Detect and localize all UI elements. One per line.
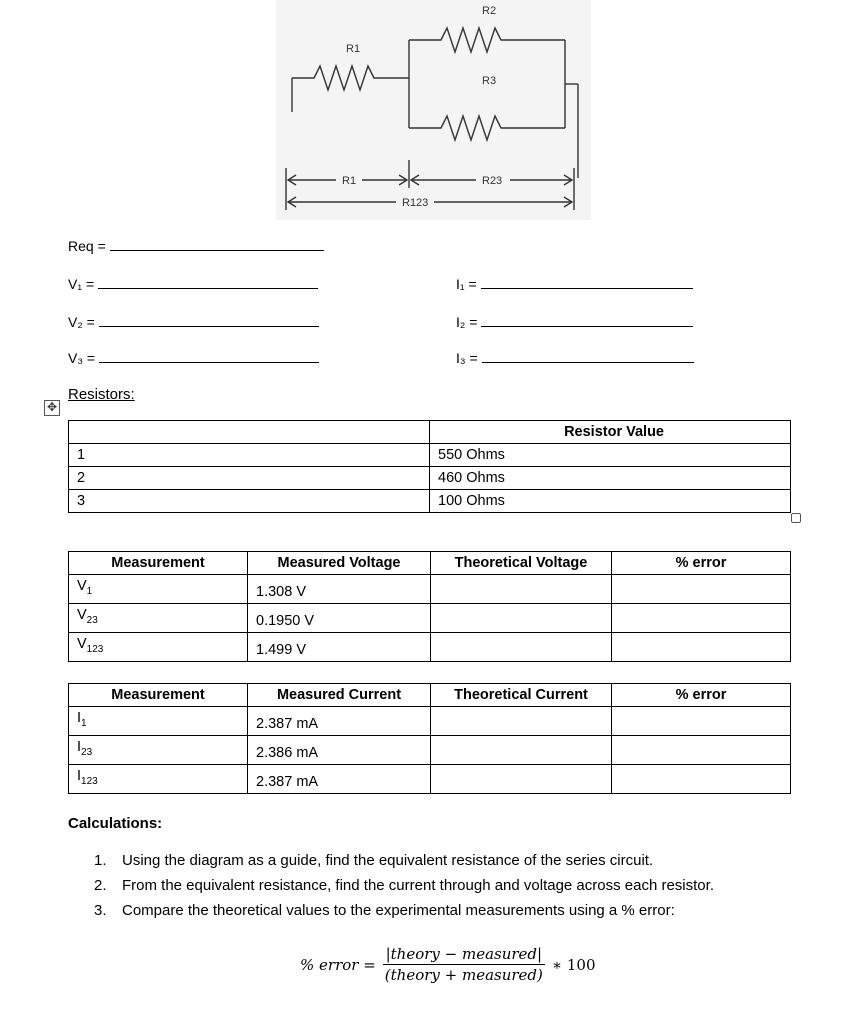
voltage-measurement-label: $V_{23}$	[69, 603, 248, 632]
v2-label: V₂ =	[68, 314, 95, 330]
r2-label: R2	[482, 5, 497, 17]
resistors-title: Resistors:	[68, 386, 135, 403]
r1-label: R1	[346, 43, 361, 55]
current-error-value[interactable]	[612, 764, 791, 793]
voltage-theoretical-value[interactable]	[431, 575, 612, 604]
voltage-header-measured: Measured Voltage	[248, 552, 431, 575]
percent-error-formula	[300, 945, 595, 984]
voltage-measured-value: 0.1950 V	[248, 603, 431, 632]
formula-lhs: % error =	[300, 955, 376, 974]
v3-blank[interactable]	[99, 350, 319, 363]
r2-resistor	[409, 28, 565, 52]
i2-field[interactable]	[456, 314, 693, 330]
voltage-theoretical-value[interactable]	[431, 603, 612, 632]
resistor-number: 3	[69, 490, 430, 513]
resistor-number: 1	[69, 444, 430, 467]
req-label: Req =	[68, 238, 106, 254]
voltage-measured-value: 1.308 V	[248, 575, 431, 604]
v1-blank[interactable]	[98, 276, 318, 289]
table-row	[69, 444, 791, 467]
voltage-error-value[interactable]	[612, 632, 791, 661]
calculations-title: Calculations:	[68, 815, 163, 832]
table-row	[69, 764, 791, 793]
list-item-number: 1.	[94, 852, 107, 869]
resistor-value: 100 Ohms	[430, 490, 791, 513]
current-measured-value: 2.387 mA	[248, 764, 431, 793]
current-theoretical-value[interactable]	[431, 707, 612, 736]
formula-denominator: (theory + measured)	[384, 966, 543, 984]
current-measurement-label: $I_{23}$	[69, 735, 248, 764]
list-item	[94, 848, 774, 873]
current-error-value[interactable]	[612, 735, 791, 764]
formula-fraction	[382, 945, 546, 984]
circuit-diagram	[276, 0, 591, 220]
voltage-error-value[interactable]	[612, 575, 791, 604]
r1-span-label: R1	[342, 175, 357, 187]
list-item	[94, 873, 774, 898]
voltage-header-theoretical: Theoretical Voltage	[431, 552, 612, 575]
resistor-value: 550 Ohms	[430, 444, 791, 467]
i1-label: I₁ =	[456, 276, 477, 292]
i2-blank[interactable]	[481, 314, 693, 327]
voltage-measurement-label: $V_1$	[69, 575, 248, 604]
r123-span-label: R123	[402, 197, 429, 209]
current-measured-value: 2.386 mA	[248, 735, 431, 764]
current-table	[68, 683, 791, 794]
v2-blank[interactable]	[99, 314, 319, 327]
table-row	[69, 603, 791, 632]
table-row	[69, 632, 791, 661]
i3-label: I₃ =	[456, 350, 478, 366]
current-header-error: % error	[612, 684, 791, 707]
resistor-value-header: Resistor Value	[430, 421, 791, 444]
calculations-list	[94, 848, 774, 923]
v2-field[interactable]	[68, 314, 319, 330]
current-header-measurement: Measurement	[69, 684, 248, 707]
i1-blank[interactable]	[481, 276, 693, 289]
table-row	[69, 575, 791, 604]
r23-span-label: R23	[482, 175, 503, 187]
voltage-header-measurement: Measurement	[69, 552, 248, 575]
v1-label: V₁ =	[68, 276, 95, 292]
req-blank[interactable]	[110, 238, 324, 251]
current-theoretical-value[interactable]	[431, 735, 612, 764]
table-row	[69, 467, 791, 490]
voltage-measured-value: 1.499 V	[248, 632, 431, 661]
list-item-number: 2.	[94, 877, 107, 894]
table-row	[69, 684, 791, 707]
i3-field[interactable]	[456, 350, 694, 366]
table-move-handle-icon[interactable]: ✥	[44, 400, 60, 416]
table-row	[69, 707, 791, 736]
table-row	[69, 735, 791, 764]
voltage-header-error: % error	[612, 552, 791, 575]
list-item-text: Using the diagram as a guide, find the equivalent resistance of the series circuit.	[122, 852, 654, 869]
resistors-header-blank	[69, 421, 430, 444]
v1-field[interactable]	[68, 276, 318, 292]
list-item-text: From the equivalent resistance, find the current through and voltage across each resistor.	[122, 877, 714, 894]
formula-numerator: |theory − measured|	[383, 945, 546, 965]
table-row	[69, 552, 791, 575]
formula-multiplier: ∗ 100	[551, 955, 596, 974]
table-row	[69, 490, 791, 513]
table-row	[69, 421, 791, 444]
current-header-measured: Measured Current	[248, 684, 431, 707]
table-resize-handle[interactable]	[791, 513, 801, 523]
list-item-number: 3.	[94, 902, 107, 919]
current-measurement-label: $I_1$	[69, 707, 248, 736]
voltage-measurement-label: $V_{123}$	[69, 632, 248, 661]
r3-resistor	[409, 116, 565, 140]
req-field[interactable]	[68, 238, 324, 254]
resistor-value: 460 Ohms	[430, 467, 791, 490]
current-measurement-label: $I_{123}$	[69, 764, 248, 793]
i3-blank[interactable]	[482, 350, 694, 363]
current-header-theoretical: Theoretical Current	[431, 684, 612, 707]
i2-label: I₂ =	[456, 314, 478, 330]
r3-label: R3	[482, 75, 497, 87]
resistor-number: 2	[69, 467, 430, 490]
list-item-text: Compare the theoretical values to the experimental measurements using a % error:	[122, 902, 675, 919]
r1-resistor	[292, 66, 409, 90]
resistors-table	[68, 420, 791, 513]
voltage-error-value[interactable]	[612, 603, 791, 632]
voltage-table	[68, 551, 791, 662]
current-theoretical-value[interactable]	[431, 764, 612, 793]
current-measured-value: 2.387 mA	[248, 707, 431, 736]
list-item	[94, 898, 774, 923]
v3-label: V₃ =	[68, 350, 96, 366]
current-error-value[interactable]	[612, 707, 791, 736]
i1-field[interactable]	[456, 276, 693, 292]
v3-field[interactable]	[68, 350, 319, 366]
voltage-theoretical-value[interactable]	[431, 632, 612, 661]
circuit-diagram-svg	[276, 0, 591, 220]
